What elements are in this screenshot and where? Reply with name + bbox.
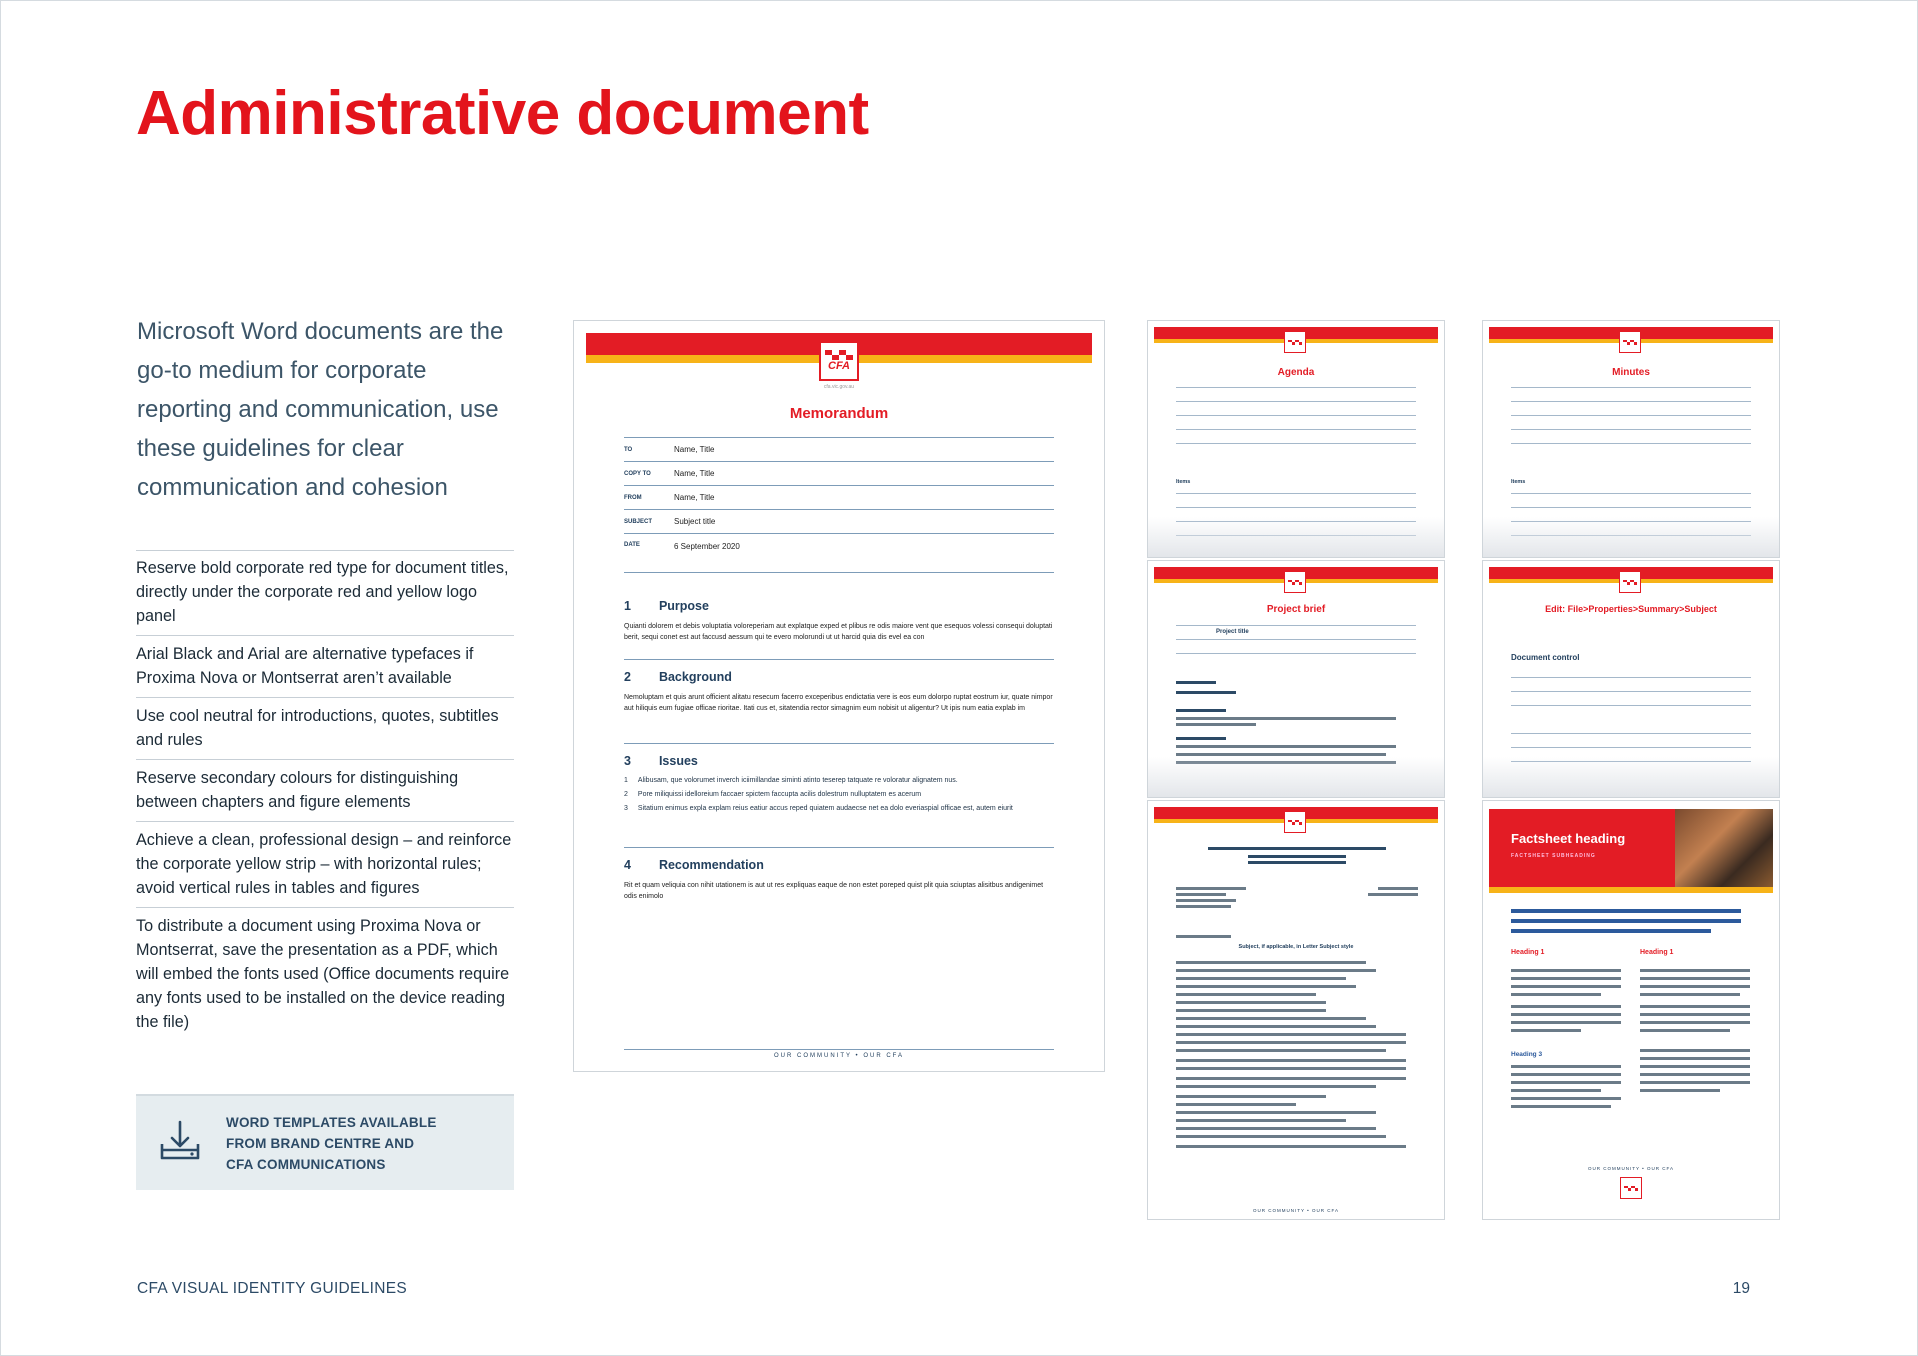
agenda-items-label: Items <box>1176 479 1191 485</box>
factsheet-photo <box>1675 809 1773 887</box>
guideline-list <box>136 550 514 1041</box>
page-number: 19 <box>1732 1280 1750 1297</box>
memo-field-row: TO Name, Title <box>624 437 1054 461</box>
memo-field-row: SUBJECT Subject title <box>624 509 1054 533</box>
intro-text: Microsoft Word documents are the go-to medium for corporate reporting and communication, use these guidelines for clear communication and cohesion <box>137 318 504 501</box>
factsheet-footer: OUR COMMUNITY • OUR CFA <box>1588 1166 1674 1171</box>
download-tray-icon <box>158 1120 202 1166</box>
factsheet-heading: Factsheet heading <box>1511 831 1626 846</box>
letter-footer: OUR COMMUNITY • OUR CFA <box>1253 1208 1339 1213</box>
memo-section-purpose: 1 Purpose Quianti dolorem et debis voluptatia voloreperiam aut explatque exped et plibus re odis maiore vent que esequos volessi consequi doluptati berit, sequi conet est aut faccusd aessum qui te evero molorundi ut ut harcid quia dis evel ea con <box>624 599 1053 641</box>
cfa-logo <box>1284 811 1306 833</box>
page-title: Administrative document <box>136 79 869 148</box>
templates-download-text: WORD TEMPLATES AVAILABLE FROM BRAND CENTRE AND CFA COMMUNICATIONS <box>226 1114 437 1172</box>
agenda-preview <box>1147 320 1445 558</box>
footer-guidelines-title: CFA VISUAL IDENTITY GUIDELINES <box>137 1280 407 1297</box>
guideline-item: To distribute a document using Proxima Nova or Montserrat, save the presentation as a PDF, which will embed the fonts used (Office documents require any fonts used to be installed on the device reading the file) <box>136 907 514 1041</box>
edit-doc-title: Edit: File>Properties>Summary>Subject <box>1545 604 1717 614</box>
memo-section-recommendation: 4 Recommendation Rit et quam veliquia con nihit utationem is aut ut res expliquas eaque de non estet poreped quist plit quia sciuptas alisitbus andigenimet odis enimolo <box>624 847 1054 902</box>
minutes-items-label: Items <box>1511 479 1526 485</box>
agenda-title: Agenda <box>1277 367 1315 378</box>
project-brief-title: Project brief <box>1266 604 1326 615</box>
factsheet-col1-heading: Heading 1 <box>1511 949 1545 956</box>
memo-field-row: COPY TO Name, Title <box>624 461 1054 485</box>
guideline-item: Arial Black and Arial are alternative typefaces if Proxima Nova or Montserrat aren’t available <box>136 635 514 697</box>
project-brief-field: Project title <box>1216 629 1249 635</box>
cfa-logo <box>1620 1177 1642 1199</box>
cfa-logo: CFA <box>819 341 859 381</box>
guideline-item: Reserve secondary colours for distinguishing between chapters and figure elements <box>136 759 514 821</box>
factsheet-col2-heading: Heading 1 <box>1640 949 1674 956</box>
cfa-logo <box>1284 571 1306 593</box>
memo-section-issues: 3 Issues 1 Alibusam, que volorumet inverch iciimillandae siminti atinto teserep tatquate re voloratur alignatem nus. 2 Pore miliquissi idelloreium faccaer spictem faccupta acilis dolestrum nulluptatem es acerum 3 Sitatium enimus expla explam reius eatiur accus reped quiatem audaecse net ea dolo everiaspial officae est, autem eiurit <box>624 743 1054 818</box>
memo-field-row: FROM Name, Title <box>624 485 1054 509</box>
brand-yellow-strip <box>1489 887 1773 893</box>
memorandum-preview <box>573 320 1105 1072</box>
guideline-item: Use cool neutral for introductions, quotes, subtitles and rules <box>136 697 514 759</box>
cfa-logo <box>1284 331 1306 353</box>
guideline-item: Achieve a clean, professional design – and reinforce the corporate yellow strip – with horizontal rules; avoid vertical rules in tables and figures <box>136 821 514 907</box>
cfa-logo <box>1619 331 1641 353</box>
memo-field-row: DATE 6 September 2020 <box>624 533 1054 573</box>
factsheet-subheading: FACTSHEET SUBHEADING <box>1511 853 1596 859</box>
document-control-preview <box>1482 560 1780 798</box>
letter-preview <box>1147 800 1445 1220</box>
project-brief-preview <box>1147 560 1445 798</box>
cfa-logo <box>1619 571 1641 593</box>
memo-section-background: 2 Background Nemoluptam et quis arunt officient alitatu resecum facerro exceperibus endictatia vere is eos eum dolorpo ruptat eostrum iur, quate nimpor aut hiliquis eum fugiae officae rioritae. Itati cus et, sitatendia rector simagnim eum nobisit ut aligentur? Ut ipis num eatia explab im <box>624 659 1054 714</box>
letter-subject: Subject, if applicable, in Letter Subject style <box>1238 944 1354 950</box>
factsheet-col1-heading3: Heading 3 <box>1511 1051 1543 1058</box>
factsheet-preview <box>1482 800 1780 1220</box>
cfa-url: cfa.vic.gov.au <box>823 384 855 390</box>
minutes-title: Minutes <box>1612 367 1650 378</box>
memo-title: Memorandum <box>789 405 889 422</box>
document-control-heading: Document control <box>1511 653 1580 662</box>
guideline-item: Reserve bold corporate red type for document titles, directly under the corporate red and yellow logo panel <box>136 550 514 635</box>
memo-fields <box>624 437 1054 573</box>
minutes-preview <box>1482 320 1780 558</box>
templates-download-box[interactable] <box>136 1094 514 1190</box>
memo-footer: OUR COMMUNITY • OUR CFA <box>624 1049 1054 1059</box>
